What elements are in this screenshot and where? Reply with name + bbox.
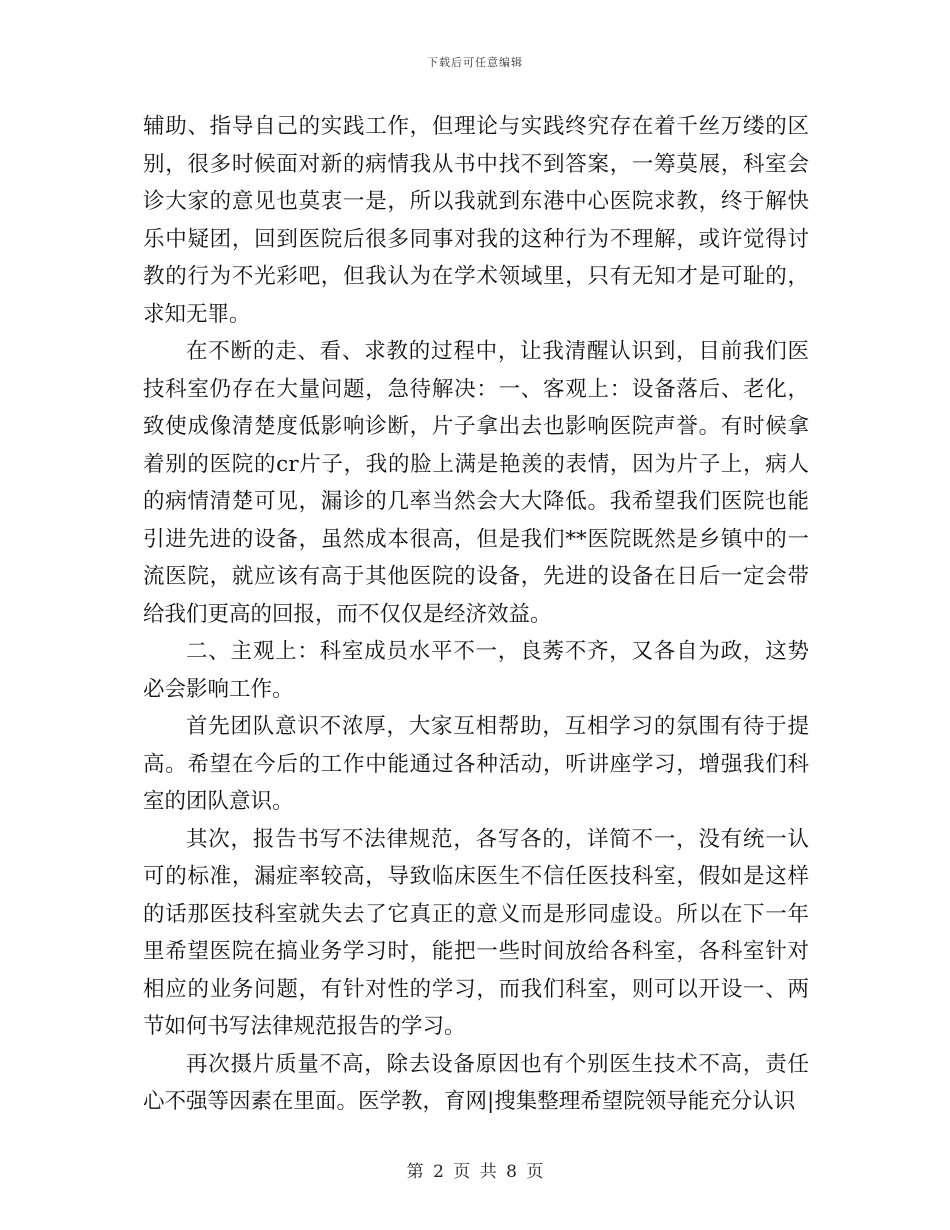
page-number-footer: 第 2 页 共 8 页 bbox=[406, 1162, 544, 1182]
paragraph-3: 二、主观上：科室成员水平不一，良莠不齐，又各自为政，这势必会影响工作。 bbox=[143, 639, 809, 702]
paragraph-4: 首先团队意识不浓厚，大家互相帮助，互相学习的氛围有待于提高。希望在今后的工作中能通过各种活动，听讲座学习，增强我们科室的团队意识。 bbox=[143, 714, 809, 814]
paragraph-5: 其次，报告书写不法律规范，各写各的，详简不一，没有统一认可的标准，漏症率较高，导致临床医生不信任医技科室，假如是这样的话那医技科室就失去了它真正的意义而是形同虚设。所以在下一年里希望医院在搞业务学习时，能把一些时间放给各科室，各科室针对相应的业务问题，有针对性的学习，而我们科室，则可以开设一、两节如何书写法律规范报告的学习。 bbox=[143, 826, 809, 1039]
paragraph-6: 再次摄片质量不高，除去设备原因也有个别医生技术不高，责任心不强等因素在里面。医学教，育网|搜集整理希望院领导能充分认识 bbox=[143, 1051, 809, 1114]
page-header: 下载后可任意编辑 bbox=[427, 56, 523, 69]
document-body bbox=[143, 108, 809, 1121]
paragraph-1: 辅助、指导自己的实践工作，但理论与实践终究存在着千丝万缕的区别，很多时候面对新的病情我从书中找不到答案，一筹莫展，科室会诊大家的意见也莫衷一是，所以我就到东港中心医院求教，终于解快乐中疑团，回到医院后很多同事对我的这种行为不理解，或许觉得讨教的行为不光彩吧，但我认为在学术领域里，只有无知才是可耻的，求知无罪。 bbox=[143, 114, 809, 327]
paragraph-2: 在不断的走、看、求教的过程中，让我清醒认识到，目前我们医技科室仍存在大量问题，急待解决：一、客观上：设备落后、老化，致使成像清楚度低影响诊断，片子拿出去也影响医院声誉。有时候拿着别的医院的cr片子，我的脸上满是艳羡的表情，因为片子上，病人的病情清楚可见，漏诊的几率当然会大大降低。我希望我们医院也能引进先进的设备，虽然成本很高，但是我们**医院既然是乡镇中的一流医院，就应该有高于其他医院的设备，先进的设备在日后一定会带给我们更高的回报，而不仅仅是经济效益。 bbox=[143, 339, 809, 627]
